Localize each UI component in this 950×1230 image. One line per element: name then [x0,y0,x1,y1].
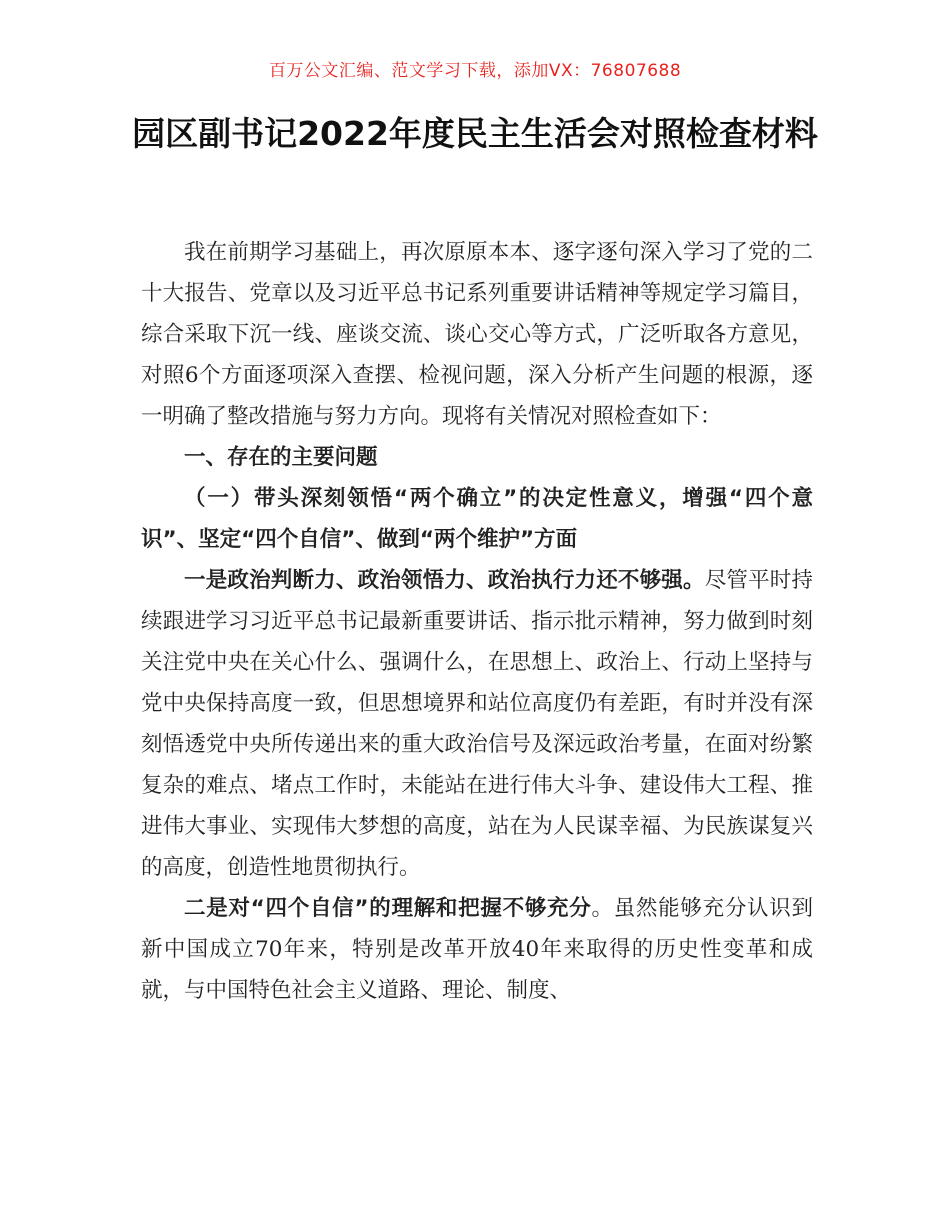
point-two-lead: 二是对“四个自信”的理解和把握不够充分 [184,896,592,921]
document-body [141,232,813,1011]
header-note: 百万公文汇编、范文学习下载，添加VX：76807688 [268,61,682,81]
section-heading: 一、存在的主要问题 [184,445,378,470]
document-title: 园区副书记2022年度民主生活会对照检查材料 [132,114,818,153]
point-one-text: 尽管平时持续跟进学习习近平总书记最新重要讲话、指示批示精神，努力做到时刻关注党中央在关心什么、强调什么，在思想上、政治上、行动上坚持与党中央保持高度一致，但思想境界和站位高度仍有差距，有时并没有深刻悟透党中央所传递出来的重大政治信号及深远政治考量，在面对纷繁复杂的难点、堵点工作时，未能站在进行伟大斗争、建设伟大工程、推进伟大事业、实现伟大梦想的高度，站在为人民谋幸福、为民族谋复兴的高度，创造性地贯彻执行。 [141,568,813,880]
point-two-paragraph [141,888,813,1011]
point-one-lead: 一是政治判断力、政治领悟力、政治执行力还不够强。 [184,568,705,593]
point-two-text: 。虽然能够充分认识到新中国成立70年来，特别是改革开放40年来取得的历史性变革和成就，与中国特色社会主义道路、理论、制度、 [141,896,813,1003]
point-one-paragraph [141,560,813,888]
subsection-heading: （一）带头深刻领悟“两个确立”的决定性意义，增强“四个意识”、坚定“四个自信”、做到“两个维护”方面 [141,486,813,552]
intro-paragraph: 我在前期学习基础上，再次原原本本、逐字逐句深入学习了党的二十大报告、党章以及习近平总书记系列重要讲话精神等规定学习篇目，综合采取下沉一线、座谈交流、谈心交心等方式，广泛听取各方意见，对照6个方面逐项深入查摆、检视问题，深入分析产生问题的根源，逐一明确了整改措施与努力方向。现将有关情况对照检查如下： [141,240,813,429]
